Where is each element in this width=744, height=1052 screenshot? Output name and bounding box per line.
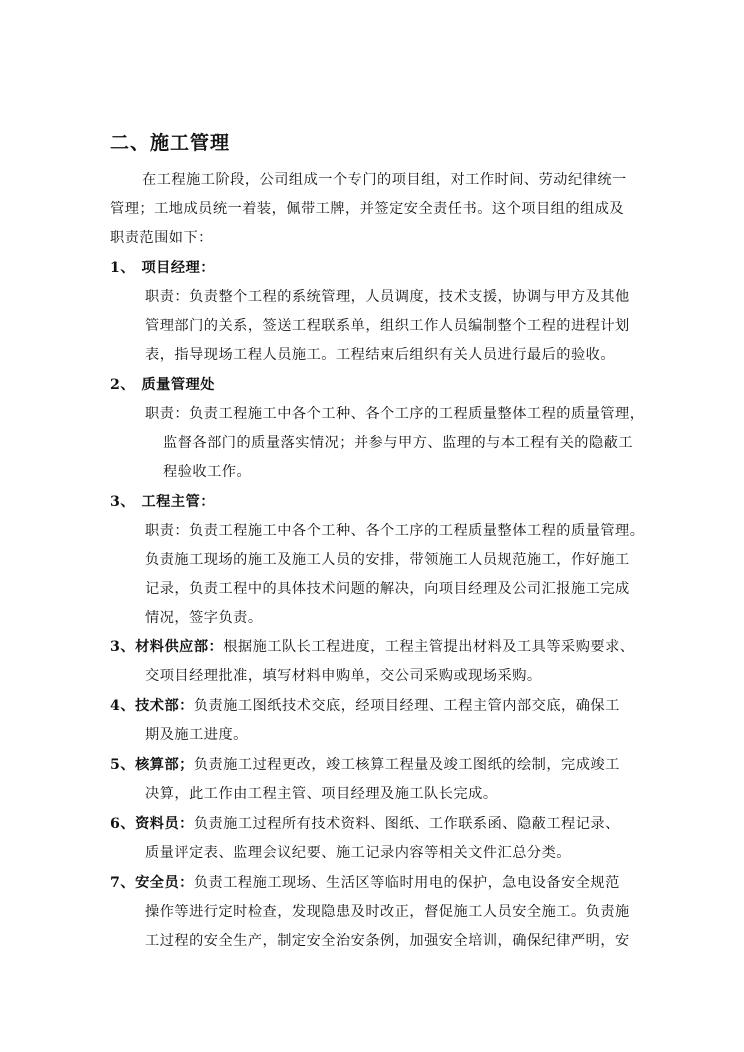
item-3-heading	[110, 492, 215, 512]
intro-line-1: 在工程施工阶段，公司组成一个专门的项目组，对工作时间、劳动纪律统一	[142, 172, 627, 188]
item-8-line-3: 工过程的安全生产，制定安全治安条例，加强安全培训，确保纪律严明，安	[145, 933, 630, 949]
intro-line-3: 职责范围如下：	[110, 230, 213, 246]
item-3-line-2: 负责施工现场的施工及施工人员的安排，带领施工人员规范施工，作好施工	[145, 552, 630, 568]
item-2-line-3: 程验收工作。	[163, 464, 252, 480]
item-1-heading	[110, 258, 215, 278]
item-title: 质量管理处	[141, 377, 215, 393]
item-1-line-2: 管理部门的关系，签送工程联系单，组织工作人员编制整个工程的进程计划	[145, 318, 630, 334]
intro-line-2: 管理；工地成员统一着装，佩带工牌，并签定安全责任书。这个项目组的组成及	[110, 201, 625, 217]
item-5-first-line	[110, 696, 620, 716]
item-number: 2、	[110, 377, 136, 393]
item-number: 6、	[110, 816, 136, 832]
item-4-first-line	[110, 637, 634, 657]
item-number: 7、	[110, 875, 136, 891]
item-text: 负责施工图纸技术交底，经项目经理、工程主管内部交底，确保工	[193, 698, 620, 714]
item-2-heading	[110, 375, 215, 395]
item-number: 3、	[110, 639, 136, 655]
item-title: 资料员：	[135, 816, 194, 832]
item-title: 技术部：	[135, 698, 194, 714]
item-4-line-2: 交项目经理批准，填写材料申购单，交公司采购或现场采购。	[145, 668, 542, 684]
item-3-line-3: 记录，负责工程中的具体技术问题的解决，向项目经理及公司汇报施工完成	[145, 581, 630, 597]
item-7-line-2: 质量评定表、监理会议纪要、施工记录内容等相关文件汇总分类。	[145, 845, 571, 861]
section-title: 二、施工管理	[110, 132, 231, 154]
item-2-line-2: 监督各部门的质量落实情况；并参与甲方、监理的与本工程有关的隐蔽工	[163, 435, 634, 451]
item-6-line-2: 决算，此工作由工程主管、项目经理及施工队长完成。	[145, 786, 498, 802]
item-text: 负责工程施工现场、生活区等临时用电的保护，急电设备安全规范	[193, 875, 620, 891]
item-number: 1、	[110, 260, 136, 276]
item-title: 工程主管：	[141, 494, 215, 510]
item-text: 负责施工过程更改，竣工核算工程量及竣工图纸的绘制，完成竣工	[193, 757, 620, 773]
item-7-first-line	[110, 814, 620, 834]
item-5-line-2: 期及施工进度。	[145, 727, 248, 743]
item-2-line-1: 职责：负责工程施工中各个工种、各个工序的工程质量整体工程的质量管理，	[145, 406, 645, 422]
item-number: 4、	[110, 698, 136, 714]
item-8-first-line	[110, 873, 620, 893]
item-title: 项目经理：	[141, 260, 215, 276]
item-1-line-3: 表，指导现场工程人员施工。工程结束后组织有关人员进行最后的验收。	[145, 347, 616, 363]
item-title: 材料供应部：	[135, 639, 224, 655]
item-3-line-4: 情况，签字负责。	[145, 610, 263, 626]
item-number: 3、	[110, 494, 136, 510]
item-title: 安全员：	[135, 875, 194, 891]
item-text: 负责施工过程所有技术资料、图纸、工作联系函、隐蔽工程记录、	[193, 816, 620, 832]
item-6-first-line	[110, 755, 620, 775]
item-8-line-2: 操作等进行定时检查，发现隐患及时改正，督促施工人员安全施工。负责施	[145, 904, 630, 920]
item-1-line-1: 职责：负责整个工程的系统管理，人员调度，技术支援，协调与甲方及其他	[145, 289, 630, 305]
item-3-line-1: 职责：负责工程施工中各个工种、各个工序的工程质量整体工程的质量管理。	[145, 523, 645, 539]
item-title: 核算部；	[135, 757, 194, 773]
item-number: 5、	[110, 757, 136, 773]
item-text: 根据施工队长工程进度，工程主管提出材料及工具等采购要求、	[223, 639, 635, 655]
